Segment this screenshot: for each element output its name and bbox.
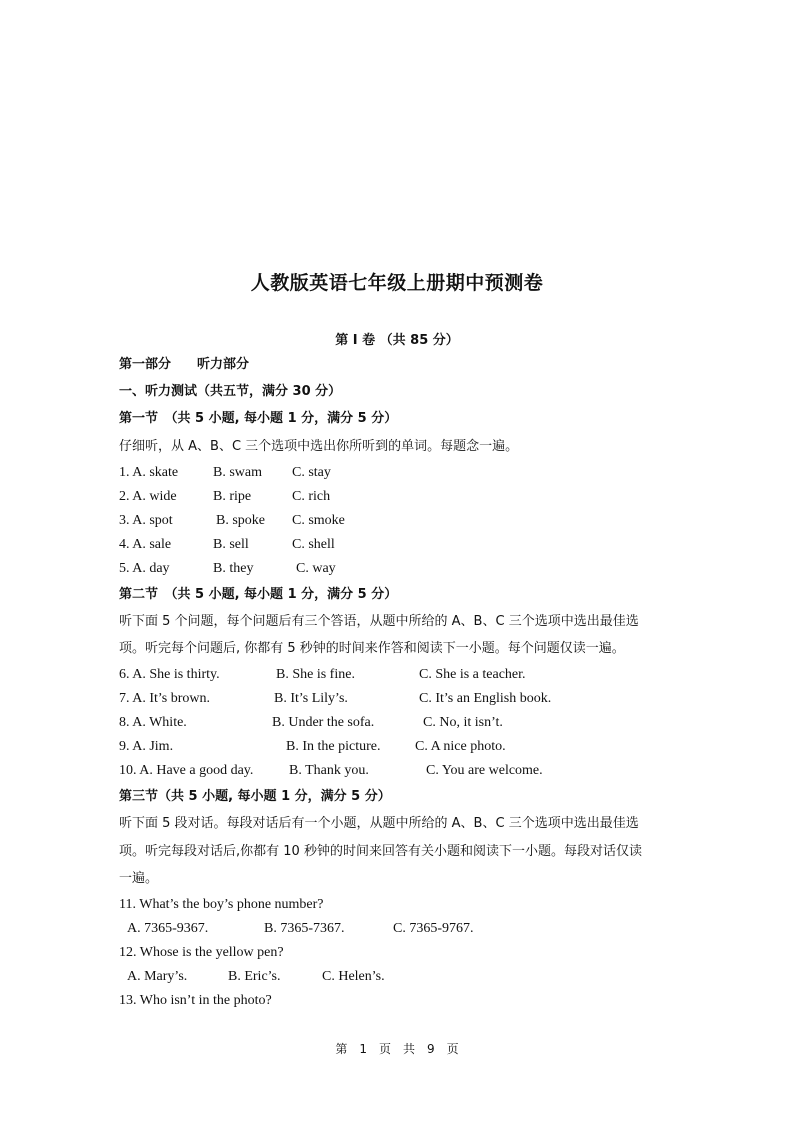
question-stem: 13. Who isn’t in the photo? [119, 993, 272, 1008]
section3-instruction-line2: 项。听完每段对话后,你都有 10 秒钟的时间来回答有关小题和阅读下一小题。每段对话仅读 [119, 844, 642, 859]
option-a: 2. A. wide [119, 489, 177, 504]
section2-instruction-line1: 听下面 5 个问题，每个问题后有三个答语，从题中所给的 A、B、C 三个选项中选出最佳选 [119, 614, 639, 629]
section3-instruction-line3: 一遍。 [119, 871, 159, 886]
option-b: B. Thank you. [289, 763, 369, 778]
section2-heading: 第二节 （共 5 小题, 每小题 1 分，满分 5 分） [119, 587, 398, 602]
option-b: B. they [213, 561, 254, 576]
part1-heading: 第一部分 听力部分 [119, 357, 250, 372]
option-b: B. In the picture. [286, 739, 381, 754]
option-a: 9. A. Jim. [119, 739, 174, 754]
section1-instruction: 仔细听，从 A、B、C 三个选项中选出你所听到的单词。每题念一遍。 [119, 439, 519, 454]
question-stem: 12. Whose is the yellow pen? [119, 945, 284, 960]
option-b: B. It’s Lily’s. [274, 691, 348, 706]
option-a: 3. A. spot [119, 513, 173, 528]
option-a: 1. A. skate [119, 465, 179, 480]
option-c: C. A nice photo. [415, 739, 506, 754]
option-c: C. stay [292, 465, 331, 480]
option-b: B. sell [213, 537, 249, 552]
option-c: C. shell [292, 537, 335, 552]
paper-title: 第 I 卷 （共 85 分） [335, 333, 459, 348]
option-c: C. She is a teacher. [419, 667, 526, 682]
option-c: C. Helen’s. [322, 969, 385, 984]
option-c: C. It’s an English book. [419, 691, 552, 706]
option-b: B. ripe [213, 489, 252, 504]
section1-heading: 第一节 （共 5 小题, 每小题 1 分，满分 5 分） [119, 411, 398, 426]
option-c: C. smoke [292, 513, 345, 528]
option-a: 7. A. It’s brown. [119, 691, 210, 706]
option-a: A. Mary’s. [127, 969, 188, 984]
section2-instruction-line2: 项。听完每个问题后, 你都有 5 秒钟的时间来作答和阅读下一小题。每个问题仅读一遍。 [119, 641, 625, 656]
option-b: B. swam [213, 465, 262, 480]
listening-heading: 一、听力测试（共五节，满分 30 分） [119, 384, 342, 399]
option-b: B. Eric’s. [228, 969, 281, 984]
option-b: B. Under the sofa. [272, 715, 375, 730]
option-c: C. 7365-9767. [393, 921, 474, 936]
option-c: C. way [296, 561, 336, 576]
option-a: A. 7365-9367. [127, 921, 209, 936]
option-a: 4. A. sale [119, 537, 172, 552]
option-b: B. She is fine. [276, 667, 355, 682]
option-a: 8. A. White. [119, 715, 187, 730]
option-b: B. spoke [216, 513, 265, 528]
section3-instruction-line1: 听下面 5 段对话。每段对话后有一个小题，从题中所给的 A、B、C 三个选项中选出最佳选 [119, 816, 639, 831]
option-c: C. rich [292, 489, 331, 504]
section3-heading: 第三节（共 5 小题, 每小题 1 分，满分 5 分） [119, 789, 391, 804]
page-title: 人教版英语七年级上册期中预测卷 [250, 272, 544, 294]
page-footer: 第 1 页 共 9 页 [335, 1042, 459, 1056]
option-a: 5. A. day [119, 561, 170, 576]
option-c: C. You are welcome. [426, 763, 543, 778]
option-b: B. 7365-7367. [264, 921, 345, 936]
question-stem: 11. What’s the boy’s phone number? [119, 897, 324, 912]
option-a: 10. A. Have a good day. [119, 763, 254, 778]
option-a: 6. A. She is thirty. [119, 667, 220, 682]
option-c: C. No, it isn’t. [423, 715, 503, 730]
